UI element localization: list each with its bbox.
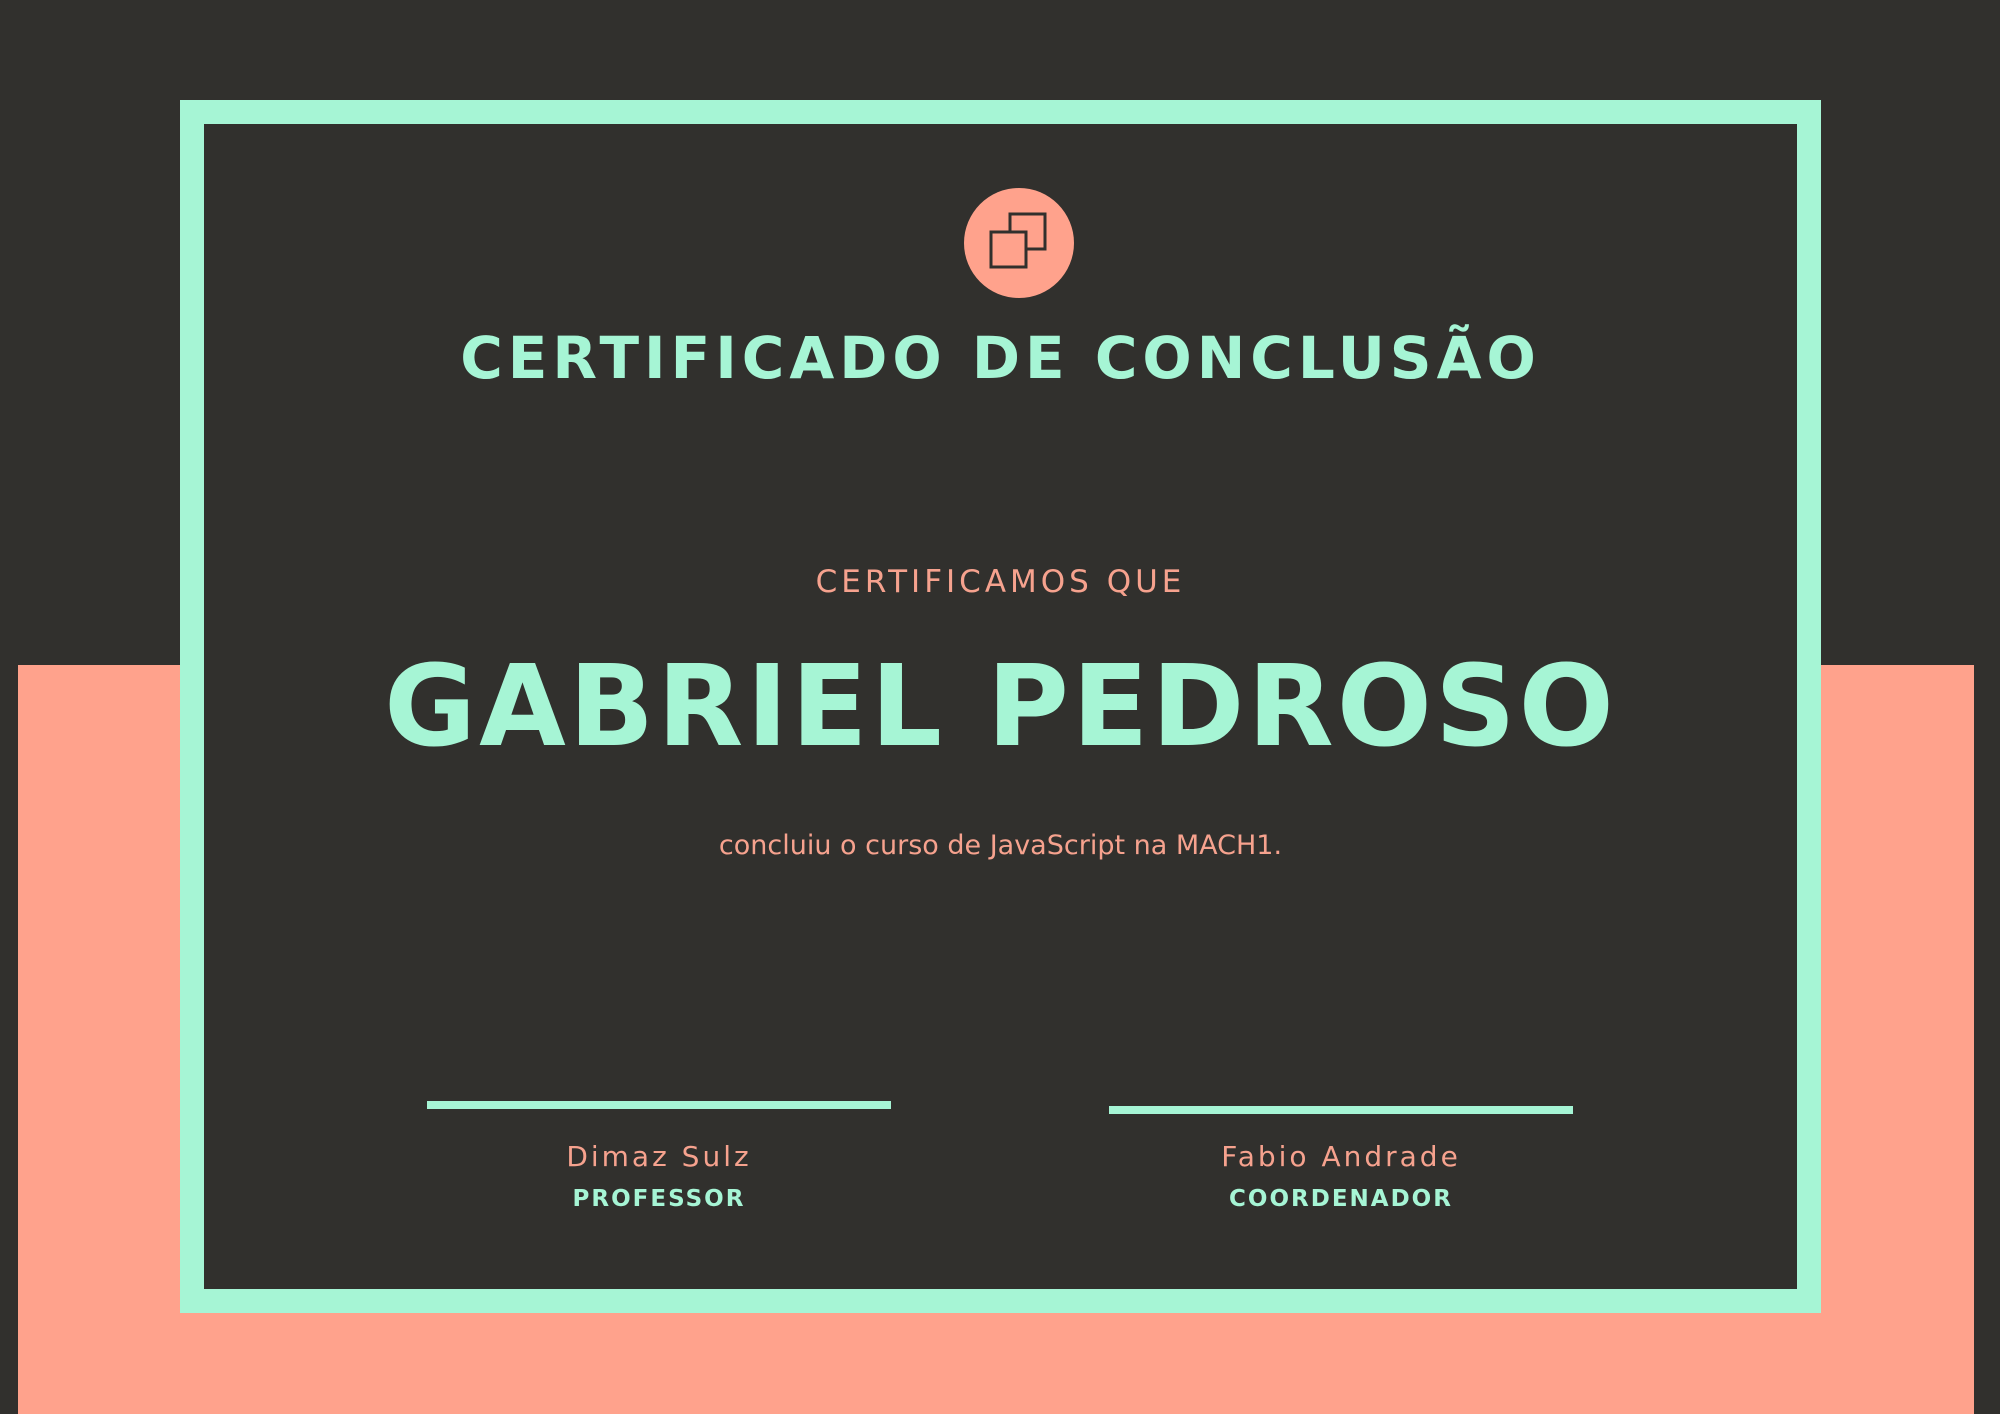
signatory-name-coordinator: Fabio Andrade [1221,1140,1461,1173]
certificate-frame [180,100,1821,1313]
signatory-role-professor: PROFESSOR [572,1186,746,1212]
signatory-name-professor: Dimaz Sulz [566,1140,752,1173]
certificate-emblem [964,188,1074,298]
certificate-title: CERTIFICADO DE CONCLUSÃO [460,324,1541,392]
certificate-intro: CERTIFICAMOS QUE [815,564,1186,600]
course-statement: concluiu o curso de JavaScript na MACH1. [718,830,1283,861]
certificate-panel [204,124,1797,1289]
signature-line-professor [427,1101,891,1109]
overlapping-squares-icon [964,188,1074,298]
signature-line-coordinator [1109,1106,1573,1114]
recipient-name: GABRIEL PEDROSO [384,642,1617,772]
signatory-role-coordinator: COORDENADOR [1229,1186,1453,1212]
